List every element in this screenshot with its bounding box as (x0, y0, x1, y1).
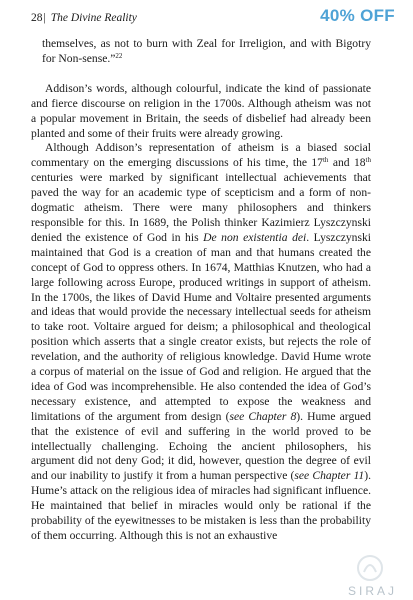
chapter-ref-11: see Chapter 11 (294, 469, 365, 483)
ordinal-suffix-17th: th (322, 156, 329, 165)
paragraph-1: Addison’s words, although colourful, indicate the kind of passionate and fierce discourse on religion in the 1700s. Although atheism was not a popular movement in Britain, the seeds of disbelief had already been planted and some of their fruits were already growing. (31, 81, 371, 140)
ordinal-suffix-18th: th (365, 156, 371, 165)
running-header (31, 11, 137, 25)
p2-text-1: Although Addison’s representation of atheism is a biased social commentary on the emerging discussions of his time, the 17 (31, 141, 371, 170)
footnote-marker: 22 (115, 51, 123, 60)
p2-text-5: ). Hume argued that the existence of evil and suffering in the world proved to be intellectually challenging. Echoing the ancient philosophers, his argument did not deny God; it did, however, question the degree of evil and our inability to justify it from a human perspective ( (31, 409, 371, 483)
page-number: 28 (31, 12, 43, 24)
quote-block (31, 37, 371, 67)
watermark-text: SIRAJ (347, 584, 397, 598)
p2-text-3: centuries were marked by significant intellectual achievements that paved the way for an academic type of scepticism and a form of non-dogmatic atheism. There were many philosophers and thinkers responsible for this. In 1689, the Polish thinker Kazimierz Lyszczynski denied the existence of God in his (31, 171, 371, 244)
header-separator: | (43, 12, 46, 24)
paragraph-2 (31, 141, 371, 543)
quote-text: themselves, as not to burn with Zeal for Irreligion, and with Bigotry for Non-sense.” (42, 37, 371, 65)
p2-text-6: ). Hume’s attack on the religious idea of miracles had significant influence. He maintained that belief in miracles would only be rational if the probability of the eyewitnesses to be mistaken is less than the probability of them occurring. Although this is not an exhaustive (31, 469, 371, 542)
chapter-ref-8: see Chapter 8 (229, 409, 297, 423)
page-body (31, 37, 371, 544)
p2-text-2: and 18 (328, 156, 366, 170)
p2-text-4: . Lyszczynski maintained that God is a creation of man and that humans created the concept of God to oppress others. In 1674, Matthias Knutzen, who had a large following across Europe, produced writings in support of atheism. In the 1700s, the likes of David Hume and Voltaire presented arguments and ideas that would provide the necessary intellectual seeds for atheism to take root. Voltaire argued for deism; a philosophical and theological position which asserts that a single creator exists, but rejects the role of revelation, and the authority of religious knowledge. David Hume wrote a corpus of material on the issue of God and religion. He argued that the idea of God was incomprehensible. He also contended the idea of God’s necessary existence, and attempted to expose the weakness and limitations of the argument from design ( (31, 230, 371, 423)
book-title: The Divine Reality (50, 12, 137, 24)
work-title: De non existentia dei (203, 230, 307, 244)
discount-badge: 40% OFF (320, 6, 395, 25)
